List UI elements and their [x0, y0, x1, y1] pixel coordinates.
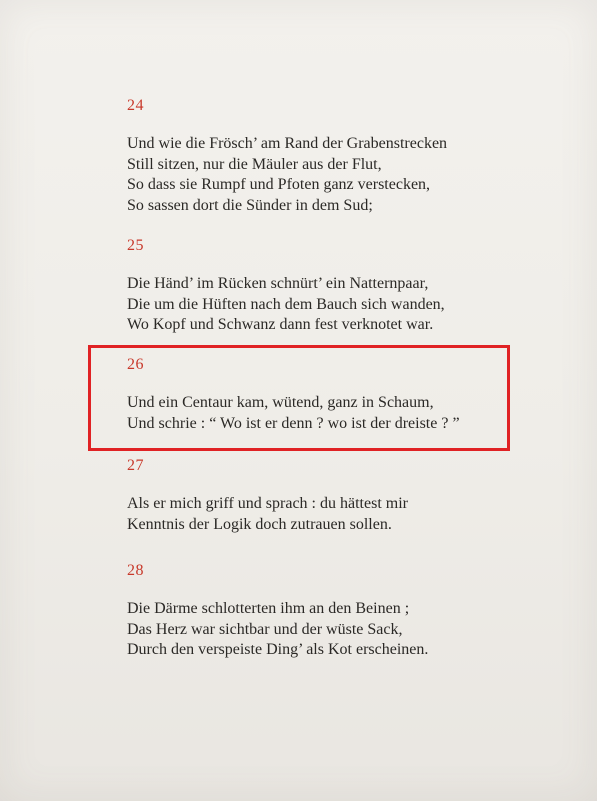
stanza-number: 28	[127, 562, 144, 579]
verse-line: Und schrie : “ Wo ist er denn ? wo ist der dreiste ? ”	[127, 414, 460, 432]
stanza-lines	[127, 134, 447, 216]
stanza-lines	[127, 599, 428, 661]
verse-line: Durch den verspeiste Ding’ als Kot erscheinen.	[127, 641, 429, 658]
stanza-lines	[127, 494, 408, 535]
verse-line: So sassen dort die Sünder in dem Sud;	[127, 196, 373, 214]
verse-line: Als er mich griff und sprach : du hättest mir	[127, 495, 408, 512]
stanza-lines	[127, 393, 460, 434]
verse-line: Das Herz war sichtbar und der wüste Sack,	[127, 620, 403, 638]
stanza-26	[127, 355, 460, 434]
verse-line: Und wie die Frösch’ am Rand der Grabenstrecken	[127, 135, 448, 152]
verse-line: So dass sie Rumpf und Pfoten ganz verstecken,	[127, 176, 431, 193]
stanza-24	[127, 96, 447, 216]
stanza-27	[127, 456, 408, 535]
verse-line: Und ein Centaur kam, wütend, ganz in Schaum,	[127, 394, 434, 411]
verse-line: Die Händ’ im Rücken schnürt’ ein Natternpaar,	[127, 275, 429, 292]
verse-line: Still sitzen, nur die Mäuler aus der Flut,	[127, 155, 382, 173]
stanza-28	[127, 561, 428, 661]
verse-line: Die Därme schlotterten ihm an den Beinen ;	[127, 600, 410, 617]
stanza-number: 27	[127, 457, 144, 474]
verse-line: Kenntnis der Logik doch zutrauen sollen.	[127, 515, 392, 533]
stanza-number: 24	[127, 97, 144, 114]
stanza-25	[127, 236, 445, 336]
stanza-number: 25	[127, 237, 144, 254]
stanza-number: 26	[127, 356, 144, 373]
stanza-lines	[127, 274, 445, 336]
verse-line: Die um die Hüften nach dem Bauch sich wanden,	[127, 295, 445, 313]
verse-line: Wo Kopf und Schwanz dann fest verknotet war.	[127, 316, 434, 333]
